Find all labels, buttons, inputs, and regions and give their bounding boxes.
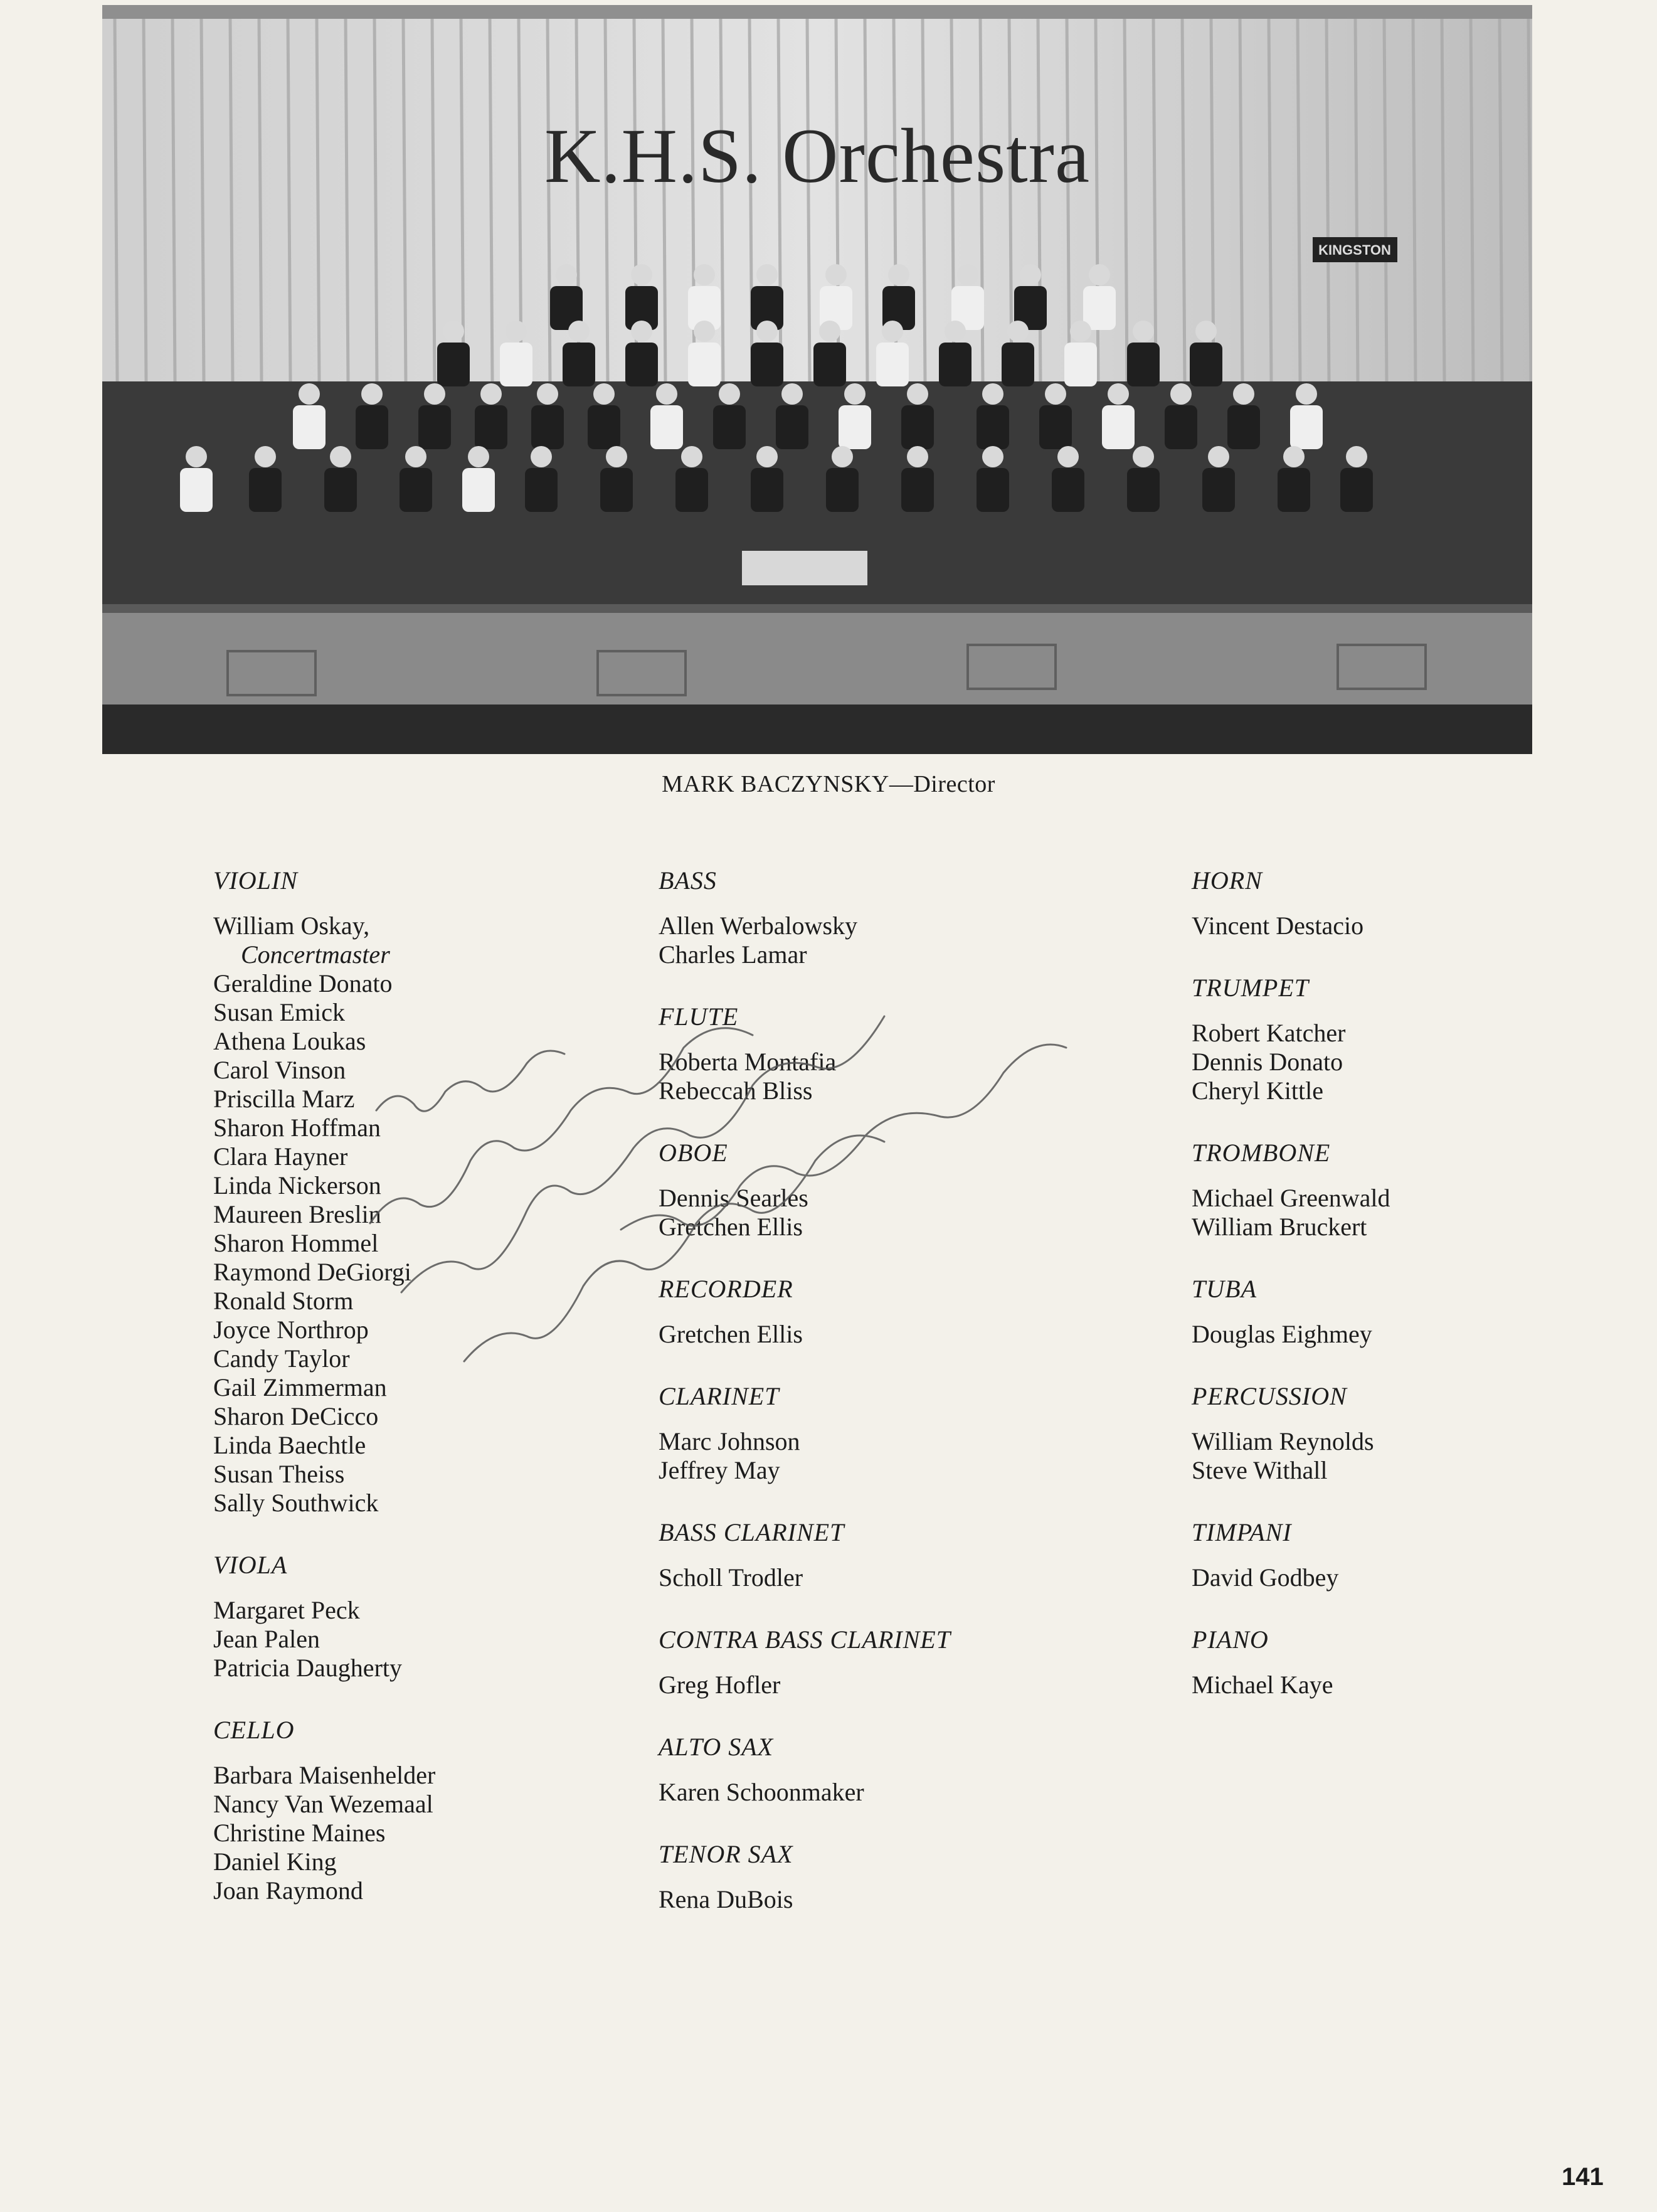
member-name: Clara Hayner xyxy=(213,1142,348,1171)
member-name: Candy Taylor xyxy=(213,1344,350,1373)
musician-figure xyxy=(945,321,966,342)
member-list xyxy=(659,1048,1098,1105)
musician-figure xyxy=(588,405,620,449)
musician-figure xyxy=(1195,321,1217,342)
musician-figure xyxy=(756,264,778,285)
member-item xyxy=(213,1819,590,1848)
member-item xyxy=(213,1171,590,1200)
instrument-section xyxy=(659,1732,1098,1807)
member-item xyxy=(1192,1671,1568,1699)
roster-column-3 xyxy=(1192,866,1568,1732)
instrument-section xyxy=(659,1274,1098,1349)
member-list xyxy=(659,1320,1098,1349)
member-list xyxy=(213,1596,590,1683)
musician-figure xyxy=(751,468,783,512)
instrument-section xyxy=(659,1138,1098,1242)
musician-figure xyxy=(180,468,213,512)
member-name: Michael Greenwald xyxy=(1192,1184,1390,1212)
musician-figure xyxy=(1296,383,1317,405)
member-item xyxy=(213,1027,590,1056)
musician-figure xyxy=(1045,383,1066,405)
roster-column-1 xyxy=(213,866,590,1938)
instrument-heading: TUBA xyxy=(1192,1275,1257,1303)
musician-figure xyxy=(1208,446,1229,467)
musician-figure xyxy=(939,343,971,386)
musician-figure xyxy=(418,405,451,449)
musician-figure xyxy=(361,383,383,405)
instrument-heading: OBOE xyxy=(659,1139,728,1167)
musician-figure xyxy=(1127,343,1160,386)
musician-figure xyxy=(1039,405,1072,449)
musician-figure xyxy=(656,383,677,405)
instrument-heading: RECORDER xyxy=(659,1275,793,1303)
orchestra-photo xyxy=(102,5,1532,754)
member-name: William Oskay, xyxy=(213,912,370,940)
musician-figure xyxy=(982,446,1003,467)
member-name: Patricia Daugherty xyxy=(213,1654,402,1682)
musician-figure xyxy=(1127,468,1160,512)
musician-figure xyxy=(400,468,432,512)
musician-figure xyxy=(1052,468,1084,512)
musician-figure xyxy=(593,383,615,405)
musician-figure xyxy=(293,405,326,449)
musician-figure xyxy=(713,405,746,449)
instrument-heading: CONTRA BASS CLARINET xyxy=(659,1625,951,1654)
musician-figure xyxy=(819,321,840,342)
instrument-heading: TROMBONE xyxy=(1192,1139,1331,1167)
instrument-heading: TRUMPET xyxy=(1192,974,1309,1002)
member-list xyxy=(1192,1320,1568,1349)
member-item xyxy=(213,1460,590,1489)
musician-figure xyxy=(299,383,320,405)
member-name: Gretchen Ellis xyxy=(659,1320,803,1348)
member-item xyxy=(659,912,1098,940)
instrument-section xyxy=(213,1715,590,1905)
member-name: Scholl Trodler xyxy=(659,1563,803,1592)
page-number: 141 xyxy=(1562,2163,1604,2191)
instrument-section xyxy=(659,1002,1098,1105)
member-item xyxy=(213,1142,590,1171)
member-name: Joyce Northrop xyxy=(213,1316,369,1344)
member-item xyxy=(213,1373,590,1402)
musician-figure xyxy=(776,405,808,449)
musician-figure xyxy=(1190,343,1222,386)
member-list xyxy=(659,1671,1098,1699)
member-item xyxy=(213,912,590,969)
member-list xyxy=(659,1184,1098,1242)
musician-figure xyxy=(356,405,388,449)
musician-figure xyxy=(1089,264,1110,285)
member-item xyxy=(659,1427,1098,1456)
instrument-heading: HORN xyxy=(1192,866,1263,895)
member-name: Roberta Montafia xyxy=(659,1048,837,1076)
instrument-section xyxy=(1192,1381,1568,1485)
member-role: Concertmaster xyxy=(241,940,390,969)
musician-figure xyxy=(600,468,633,512)
member-item xyxy=(213,1287,590,1316)
musician-figure xyxy=(437,343,470,386)
musician-figure xyxy=(625,343,658,386)
member-name: William Reynolds xyxy=(1192,1427,1374,1455)
musician-figure xyxy=(443,321,464,342)
musician-figure xyxy=(1290,405,1323,449)
member-list xyxy=(1192,1427,1568,1485)
member-item xyxy=(1192,1427,1568,1456)
instrument-heading: FLUTE xyxy=(659,1002,739,1031)
musician-figure xyxy=(882,321,903,342)
musician-figure xyxy=(694,321,715,342)
member-item xyxy=(213,969,590,998)
instrument-section xyxy=(1192,1138,1568,1242)
member-list xyxy=(659,1778,1098,1807)
musician-figure xyxy=(556,264,577,285)
musician-figure xyxy=(525,468,558,512)
member-item xyxy=(213,1596,590,1625)
musician-figure xyxy=(468,446,489,467)
member-name: Ronald Storm xyxy=(213,1287,354,1315)
member-item xyxy=(213,1085,590,1114)
member-item xyxy=(1192,1019,1568,1048)
musician-figure xyxy=(694,264,715,285)
musician-figure xyxy=(675,468,708,512)
member-name: Jeffrey May xyxy=(659,1456,780,1484)
member-name: Sally Southwick xyxy=(213,1489,379,1517)
musician-figure xyxy=(1340,468,1373,512)
instrument-heading: TENOR SAX xyxy=(659,1840,793,1868)
musician-figure xyxy=(480,383,502,405)
member-item xyxy=(213,998,590,1027)
musician-figure xyxy=(631,321,652,342)
instrument-heading: PERCUSSION xyxy=(1192,1382,1347,1410)
musician-figure xyxy=(751,343,783,386)
member-item xyxy=(213,1056,590,1085)
member-item xyxy=(1192,1456,1568,1485)
musician-figure xyxy=(324,468,357,512)
musician-figure xyxy=(1133,321,1154,342)
member-item xyxy=(1192,1048,1568,1077)
member-list xyxy=(213,912,590,1518)
member-item xyxy=(659,1077,1098,1105)
member-name: Rebeccah Bliss xyxy=(659,1077,813,1105)
member-item xyxy=(1192,1213,1568,1242)
member-item xyxy=(659,940,1098,969)
musician-figure xyxy=(1133,446,1154,467)
member-name: Sharon DeCicco xyxy=(213,1402,379,1430)
instrument-section xyxy=(659,866,1098,969)
member-item xyxy=(213,1876,590,1905)
member-item xyxy=(213,1229,590,1258)
musician-figure xyxy=(1083,286,1116,330)
musician-figure xyxy=(826,468,859,512)
musician-figure xyxy=(563,343,595,386)
member-item xyxy=(213,1790,590,1819)
musician-figure xyxy=(462,468,495,512)
member-list xyxy=(1192,912,1568,940)
instrument-section xyxy=(1192,1274,1568,1349)
musician-figure xyxy=(405,446,426,467)
instrument-section xyxy=(1192,1518,1568,1592)
musician-figure xyxy=(330,446,351,467)
member-list xyxy=(1192,1563,1568,1592)
member-name: Margaret Peck xyxy=(213,1596,360,1624)
member-list xyxy=(659,1427,1098,1485)
musician-figure xyxy=(186,446,207,467)
member-list xyxy=(659,1563,1098,1592)
member-item xyxy=(659,1885,1098,1914)
member-name: Sharon Hommel xyxy=(213,1229,379,1257)
instrument-section xyxy=(659,1381,1098,1485)
member-item xyxy=(213,1654,590,1683)
musician-figure xyxy=(957,264,978,285)
musician-figure xyxy=(1102,405,1135,449)
member-name: Karen Schoonmaker xyxy=(659,1778,864,1806)
photo-title: K.H.S. Orchestra xyxy=(544,113,1090,199)
instrument-heading: ALTO SAX xyxy=(659,1733,774,1761)
member-name: Marc Johnson xyxy=(659,1427,800,1455)
musician-figure xyxy=(1108,383,1129,405)
member-name: Gretchen Ellis xyxy=(659,1213,803,1241)
member-name: Linda Nickerson xyxy=(213,1171,381,1199)
member-name: Gail Zimmerman xyxy=(213,1373,387,1401)
member-item xyxy=(213,1344,590,1373)
musician-figure xyxy=(901,468,934,512)
member-name: Joan Raymond xyxy=(213,1876,363,1905)
musician-figure xyxy=(1202,468,1235,512)
musician-figure xyxy=(1165,405,1197,449)
member-item xyxy=(213,1200,590,1229)
member-name: Barbara Maisenhelder xyxy=(213,1761,436,1789)
member-item xyxy=(213,1625,590,1654)
member-item xyxy=(659,1213,1098,1242)
instrument-heading: VIOLA xyxy=(213,1551,288,1579)
member-name: Priscilla Marz xyxy=(213,1085,355,1113)
member-name: Daniel King xyxy=(213,1848,337,1876)
member-name: Sharon Hoffman xyxy=(213,1114,381,1142)
member-item xyxy=(659,1563,1098,1592)
member-name: Douglas Eighmey xyxy=(1192,1320,1372,1348)
member-name: Athena Loukas xyxy=(213,1027,366,1055)
musician-figure xyxy=(907,446,928,467)
member-item xyxy=(213,1402,590,1431)
musician-figure xyxy=(876,343,909,386)
member-item xyxy=(1192,1184,1568,1213)
musician-figure xyxy=(977,405,1009,449)
musician-figure xyxy=(907,383,928,405)
musician-figure xyxy=(756,321,778,342)
musician-figure xyxy=(756,446,778,467)
member-item xyxy=(659,1184,1098,1213)
musician-figure xyxy=(500,343,532,386)
musician-figure xyxy=(1233,383,1254,405)
musician-figure xyxy=(531,446,552,467)
musician-figure xyxy=(781,383,803,405)
member-name: Carol Vinson xyxy=(213,1056,346,1084)
member-item xyxy=(1192,1077,1568,1105)
member-item xyxy=(1192,912,1568,940)
musician-figure xyxy=(506,321,527,342)
instrument-section xyxy=(1192,866,1568,940)
musician-figure xyxy=(531,405,564,449)
instrument-section xyxy=(213,1550,590,1683)
member-item xyxy=(659,1320,1098,1349)
musician-figure xyxy=(1002,343,1034,386)
member-name: Raymond DeGiorgi xyxy=(213,1258,411,1286)
musician-figure xyxy=(688,343,721,386)
musician-figure xyxy=(1070,321,1091,342)
musician-figure xyxy=(1170,383,1192,405)
member-name: Jean Palen xyxy=(213,1625,320,1653)
member-name: Christine Maines xyxy=(213,1819,386,1847)
musician-figure xyxy=(977,468,1009,512)
instrument-heading: CELLO xyxy=(213,1716,295,1744)
member-item xyxy=(213,1316,590,1344)
member-name: Geraldine Donato xyxy=(213,969,393,997)
member-name: Nancy Van Wezemaal xyxy=(213,1790,433,1818)
banner-text: KINGSTON xyxy=(1318,242,1391,258)
member-name: Robert Katcher xyxy=(1192,1019,1346,1047)
musician-figure xyxy=(1227,405,1260,449)
musician-figure xyxy=(475,405,507,449)
musician-figure xyxy=(249,468,282,512)
instrument-heading: BASS CLARINET xyxy=(659,1518,845,1546)
member-name: Susan Emick xyxy=(213,998,345,1026)
roster-column-2 xyxy=(659,866,1098,1947)
musician-figure xyxy=(888,264,909,285)
member-item xyxy=(659,1671,1098,1699)
musician-figure xyxy=(844,383,866,405)
member-name: Greg Hofler xyxy=(659,1671,781,1699)
musician-figure xyxy=(719,383,740,405)
instrument-section xyxy=(659,1625,1098,1699)
member-list xyxy=(213,1761,590,1905)
member-name: Dennis Searles xyxy=(659,1184,808,1212)
member-item xyxy=(659,1048,1098,1077)
member-item xyxy=(213,1848,590,1876)
member-name: Charles Lamar xyxy=(659,940,807,969)
member-item xyxy=(213,1114,590,1142)
member-name: Allen Werbalowsky xyxy=(659,912,858,940)
member-item xyxy=(213,1431,590,1460)
member-name: William Bruckert xyxy=(1192,1213,1367,1241)
instrument-section xyxy=(659,1839,1098,1914)
member-item xyxy=(213,1761,590,1790)
member-name: Steve Withall xyxy=(1192,1456,1328,1484)
instrument-heading: CLARINET xyxy=(659,1382,780,1410)
member-list xyxy=(1192,1019,1568,1105)
instrument-section xyxy=(1192,973,1568,1105)
member-item xyxy=(659,1456,1098,1485)
member-name: Linda Baechtle xyxy=(213,1431,366,1459)
director-caption: MARK BACZYNSKY—Director xyxy=(662,771,995,797)
member-name: Rena DuBois xyxy=(659,1885,793,1913)
musician-figure xyxy=(1346,446,1367,467)
musician-figure xyxy=(832,446,853,467)
musician-figure xyxy=(982,383,1003,405)
musician-figure xyxy=(1064,343,1097,386)
member-list xyxy=(659,1885,1098,1914)
musician-figure xyxy=(606,446,627,467)
instrument-heading: PIANO xyxy=(1192,1625,1269,1654)
member-name: Dennis Donato xyxy=(1192,1048,1343,1076)
musician-figure xyxy=(825,264,847,285)
instrument-heading: BASS xyxy=(659,866,717,895)
musician-figure xyxy=(568,321,590,342)
musician-figure xyxy=(1020,264,1041,285)
musician-figure xyxy=(1278,468,1310,512)
member-item xyxy=(1192,1320,1568,1349)
musician-figure xyxy=(1057,446,1079,467)
member-item xyxy=(213,1489,590,1518)
musician-figure xyxy=(1283,446,1305,467)
musician-figure xyxy=(813,343,846,386)
member-list xyxy=(1192,1671,1568,1699)
musician-figure xyxy=(650,405,683,449)
member-item xyxy=(659,1778,1098,1807)
instrument-heading: TIMPANI xyxy=(1192,1518,1292,1546)
member-name: Susan Theiss xyxy=(213,1460,345,1488)
member-item xyxy=(213,1258,590,1287)
instrument-section xyxy=(659,1518,1098,1592)
musician-figure xyxy=(1007,321,1029,342)
musician-figure xyxy=(681,446,702,467)
musician-figure xyxy=(255,446,276,467)
member-name: David Godbey xyxy=(1192,1563,1339,1592)
musician-figure xyxy=(631,264,652,285)
member-name: Michael Kaye xyxy=(1192,1671,1333,1699)
member-name: Maureen Breslin xyxy=(213,1200,381,1228)
instrument-section xyxy=(213,866,590,1518)
member-list xyxy=(1192,1184,1568,1242)
musician-figure xyxy=(839,405,871,449)
musician-figure xyxy=(537,383,558,405)
member-item xyxy=(1192,1563,1568,1592)
member-list xyxy=(659,912,1098,969)
instrument-heading: VIOLIN xyxy=(213,866,298,895)
member-name: Cheryl Kittle xyxy=(1192,1077,1323,1105)
musician-figure xyxy=(901,405,934,449)
musician-figure xyxy=(424,383,445,405)
member-name: Vincent Destacio xyxy=(1192,912,1364,940)
instrument-section xyxy=(1192,1625,1568,1699)
